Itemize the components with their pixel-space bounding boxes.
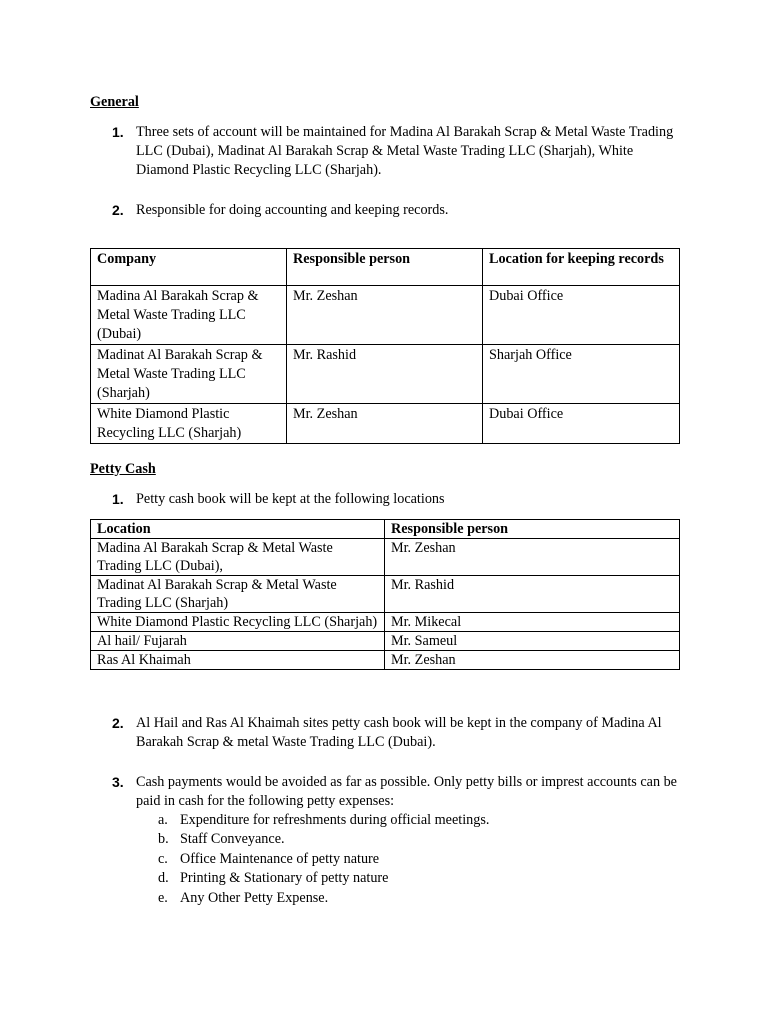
table-row bbox=[91, 286, 680, 345]
table-row bbox=[91, 651, 680, 670]
list-letter: a. bbox=[158, 812, 168, 828]
general-item-1 bbox=[112, 123, 682, 180]
list-letter: c. bbox=[158, 850, 168, 867]
petty-cash-item-2 bbox=[112, 714, 682, 752]
header-company: Company bbox=[91, 249, 287, 286]
item-number: 2. bbox=[112, 202, 124, 218]
list-text: Office Maintenance of petty nature bbox=[180, 850, 380, 867]
list-letter: d. bbox=[158, 870, 169, 887]
table-row bbox=[91, 345, 680, 404]
petty-cash-item-3 bbox=[112, 773, 682, 811]
table-header-row bbox=[91, 520, 680, 539]
location-cell: Ras Al Khaimah bbox=[91, 651, 385, 670]
general-heading: General bbox=[90, 94, 139, 110]
header-location: Location bbox=[91, 520, 385, 539]
person-cell: Mr. Rashid bbox=[385, 576, 680, 613]
petty-cash-heading: Petty Cash bbox=[90, 461, 156, 477]
table-row bbox=[91, 404, 680, 444]
company-cell: Madinat Al Barakah Scrap & Metal Waste Trading LLC (Sharjah) bbox=[91, 345, 287, 404]
location-cell: Madina Al Barakah Scrap & Metal Waste Trading LLC (Dubai), bbox=[91, 539, 385, 576]
company-cell: White Diamond Plastic Recycling LLC (Sharjah) bbox=[91, 404, 287, 444]
person-cell: Mr. Zeshan bbox=[385, 651, 680, 670]
item-number: 1. bbox=[112, 491, 124, 507]
petty-cash-item-1 bbox=[112, 490, 682, 509]
item-text: Responsible for doing accounting and keeping records. bbox=[136, 202, 449, 218]
item-number: 1. bbox=[112, 124, 124, 140]
records-table bbox=[90, 248, 680, 444]
person-cell: Mr. Zeshan bbox=[287, 286, 483, 345]
list-text: Any Other Petty Expense. bbox=[180, 889, 329, 906]
header-location: Location for keeping records bbox=[483, 249, 680, 286]
location-cell: Sharjah Office bbox=[483, 345, 680, 404]
item-number: 2. bbox=[112, 715, 124, 731]
table-row bbox=[91, 576, 680, 613]
item-text: Al Hail and Ras Al Khaimah sites petty cash book will be kept in the company of Madina Al Barakah Scrap & metal Waste Trading LLC (Dubai). bbox=[136, 715, 662, 750]
locations-table bbox=[90, 519, 680, 670]
location-cell: White Diamond Plastic Recycling LLC (Sharjah) bbox=[91, 613, 385, 632]
person-cell: Mr. Zeshan bbox=[287, 404, 483, 444]
item-text: Three sets of account will be maintained for Madina Al Barakah Scrap & Metal Waste Trading LLC (Dubai), Madinat Al Barakah Scrap & Metal Waste Trading LLC (Sharjah), White Diamond Plastic Recycling LLC (Sharjah). bbox=[136, 124, 674, 178]
table-row bbox=[91, 632, 680, 651]
company-cell: Madina Al Barakah Scrap & Metal Waste Trading LLC (Dubai) bbox=[91, 286, 287, 345]
list-letter: e. bbox=[158, 889, 168, 906]
location-cell: Dubai Office bbox=[483, 404, 680, 444]
table-header-row bbox=[91, 249, 680, 286]
person-cell: Mr. Zeshan bbox=[385, 539, 680, 576]
list-text: Printing & Stationary of petty nature bbox=[180, 870, 389, 887]
list-letter: b. bbox=[158, 831, 169, 848]
person-cell: Mr. Mikecal bbox=[385, 613, 680, 632]
general-item-2 bbox=[112, 201, 682, 220]
item-text: Cash payments would be avoided as far as possible. Only petty bills or imprest accounts can be paid in cash for the following petty expenses: bbox=[136, 774, 677, 809]
item-text: Petty cash book will be kept at the following locations bbox=[136, 491, 445, 507]
table-row bbox=[91, 539, 680, 576]
location-cell: Madinat Al Barakah Scrap & Metal Waste Trading LLC (Sharjah) bbox=[91, 576, 385, 613]
header-responsible-person: Responsible person bbox=[385, 520, 680, 539]
header-responsible-person: Responsible person bbox=[287, 249, 483, 286]
location-cell: Dubai Office bbox=[483, 286, 680, 345]
item-number: 3. bbox=[112, 774, 124, 790]
list-text: Staff Conveyance. bbox=[180, 831, 285, 848]
person-cell: Mr. Rashid bbox=[287, 345, 483, 404]
list-text: Expenditure for refreshments during official meetings. bbox=[180, 812, 490, 828]
person-cell: Mr. Sameul bbox=[385, 632, 680, 651]
location-cell: Al hail/ Fujarah bbox=[91, 632, 385, 651]
table-row bbox=[91, 613, 680, 632]
